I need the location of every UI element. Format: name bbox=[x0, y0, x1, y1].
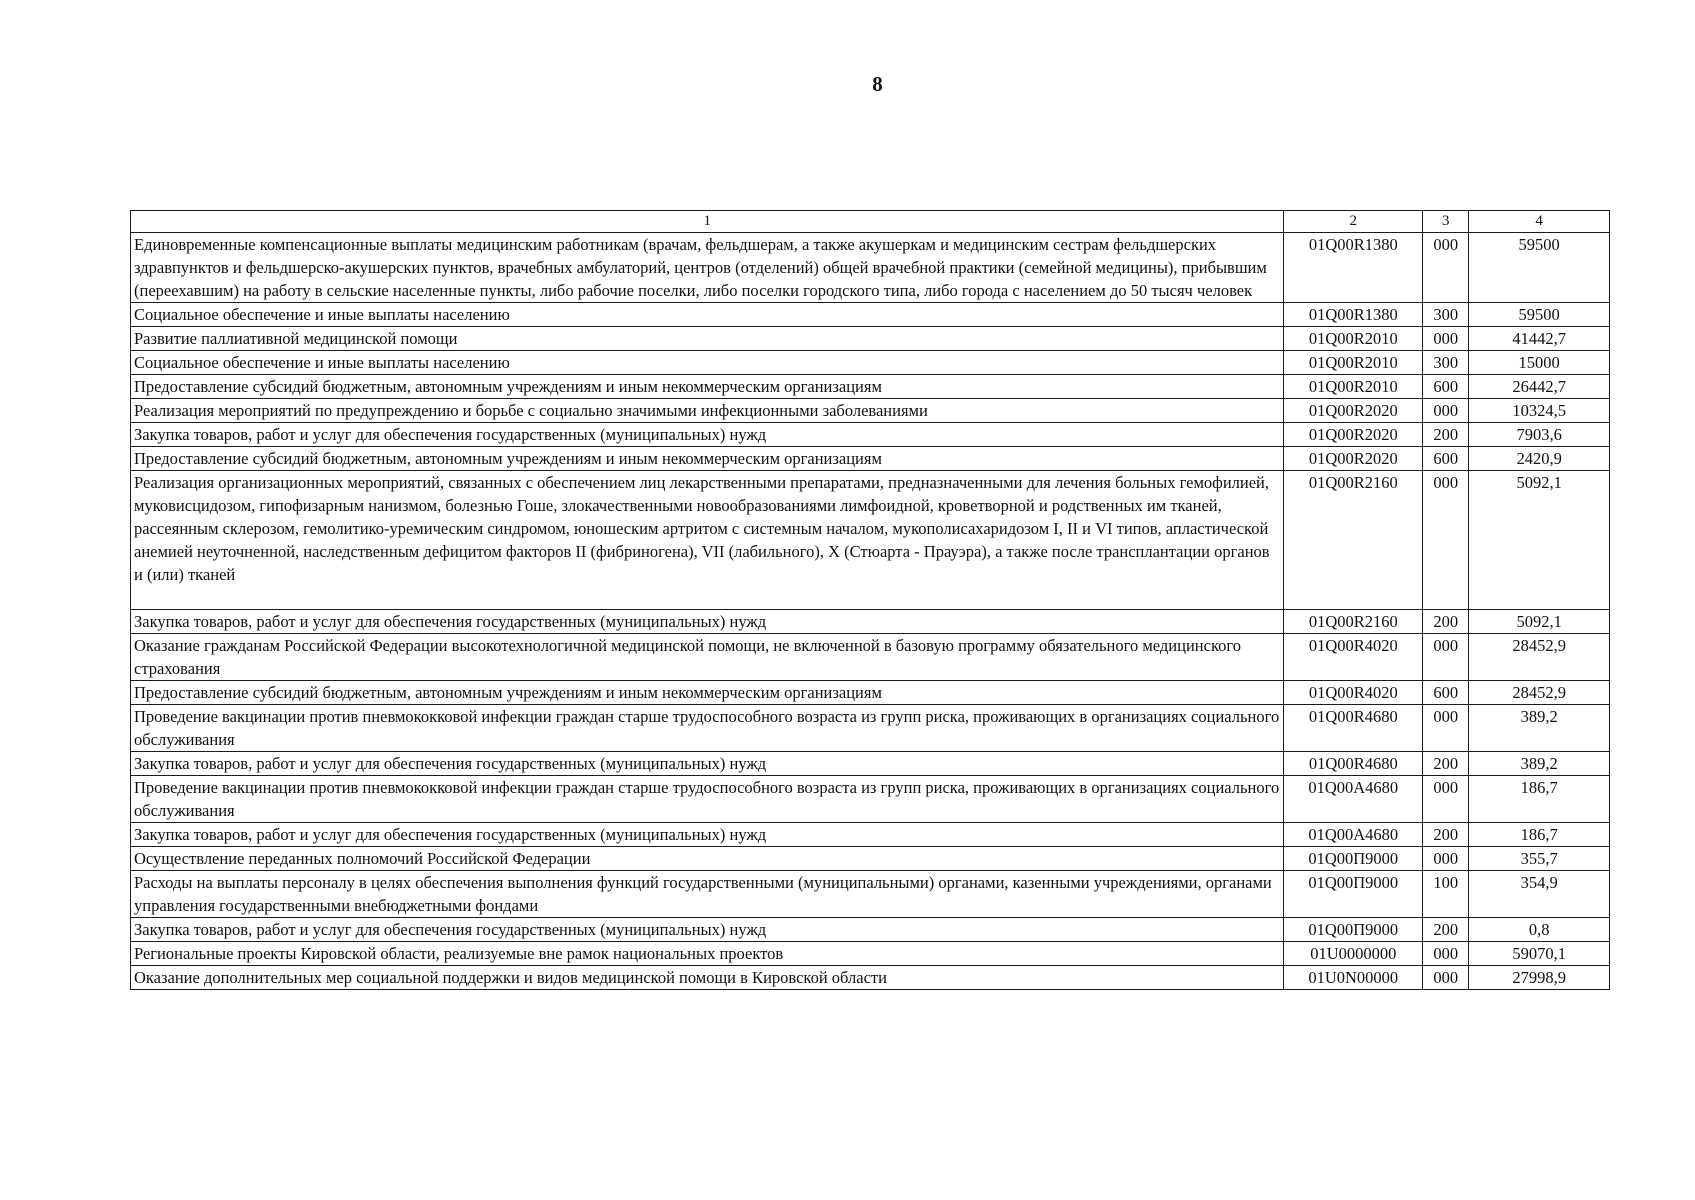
row-code: 01Q00R1380 bbox=[1284, 303, 1423, 327]
row-type: 000 bbox=[1423, 399, 1469, 423]
row-amount: 5092,1 bbox=[1469, 471, 1610, 610]
header-col-3: 3 bbox=[1423, 211, 1469, 233]
table-row bbox=[131, 871, 1610, 918]
row-amount: 15000 bbox=[1469, 351, 1610, 375]
row-code: 01Q00R4680 bbox=[1284, 752, 1423, 776]
row-code: 01Q00R2020 bbox=[1284, 399, 1423, 423]
row-amount: 59070,1 bbox=[1469, 942, 1610, 966]
row-name: Реализация организационных мероприятий, связанных с обеспечением лиц лекарственными препаратами, предназначенными для лечения больных гемофилией, муковисцидозом, гипофизарным нанизмом, болезнью Гоше, злокачественными новообразованиями лимфоидной, кроветворной и родственных им тканей, рассеянным склерозом, гемолитико-уремическим синдромом, юношеским артритом с системным началом, мукополисахаридозом I, II и VI типов, апластической анемией неуточненной, наследственным дефицитом факторов II (фибриногена), VII (лабильного), X (Стюарта - Прауэра), а также после трансплантации органов и (или) тканей bbox=[131, 471, 1284, 610]
row-type: 000 bbox=[1423, 776, 1469, 823]
table-row bbox=[131, 471, 1610, 610]
row-amount: 354,9 bbox=[1469, 871, 1610, 918]
row-code: 01Q00R2010 bbox=[1284, 351, 1423, 375]
row-amount: 26442,7 bbox=[1469, 375, 1610, 399]
budget-table bbox=[130, 210, 1610, 990]
row-type: 000 bbox=[1423, 942, 1469, 966]
row-name: Проведение вакцинации против пневмококковой инфекции граждан старше трудоспособного возраста из групп риска, проживающих в организациях социального обслуживания bbox=[131, 776, 1284, 823]
row-amount: 59500 bbox=[1469, 303, 1610, 327]
row-type: 200 bbox=[1423, 610, 1469, 634]
row-amount: 28452,9 bbox=[1469, 681, 1610, 705]
row-amount: 0,8 bbox=[1469, 918, 1610, 942]
table-row bbox=[131, 375, 1610, 399]
row-type: 200 bbox=[1423, 823, 1469, 847]
row-code: 01U0N00000 bbox=[1284, 966, 1423, 990]
row-amount: 28452,9 bbox=[1469, 634, 1610, 681]
row-code: 01U0000000 bbox=[1284, 942, 1423, 966]
row-name: Единовременные компенсационные выплаты медицинским работникам (врачам, фельдшерам, а также акушеркам и медицинским сестрам фельдшерских здравпунктов и фельдшерско-акушерских пунктов, врачебных амбулаторий, центров (отделений) общей врачебной практики (семейной медицины), прибывшим (переехавшим) на работу в сельские населенные пункты, либо рабочие поселки, либо поселки городского типа, либо города с населением до 50 тысяч человек bbox=[131, 233, 1284, 303]
table-row bbox=[131, 705, 1610, 752]
row-name: Расходы на выплаты персоналу в целях обеспечения выполнения функций государственными (муниципальными) органами, казенными учреждениями, органами управления государственными внебюджетными фондами bbox=[131, 871, 1284, 918]
row-type: 100 bbox=[1423, 871, 1469, 918]
table-row bbox=[131, 918, 1610, 942]
row-name: Социальное обеспечение и иные выплаты населению bbox=[131, 351, 1284, 375]
table-row bbox=[131, 776, 1610, 823]
table-row bbox=[131, 351, 1610, 375]
row-type: 300 bbox=[1423, 351, 1469, 375]
row-name: Закупка товаров, работ и услуг для обеспечения государственных (муниципальных) нужд bbox=[131, 918, 1284, 942]
row-type: 000 bbox=[1423, 233, 1469, 303]
row-code: 01Q00R2160 bbox=[1284, 471, 1423, 610]
row-code: 01Q00A4680 bbox=[1284, 823, 1423, 847]
row-amount: 186,7 bbox=[1469, 776, 1610, 823]
row-type: 200 bbox=[1423, 918, 1469, 942]
row-name: Закупка товаров, работ и услуг для обеспечения государственных (муниципальных) нужд bbox=[131, 752, 1284, 776]
header-col-1: 1 bbox=[131, 211, 1284, 233]
row-type: 000 bbox=[1423, 471, 1469, 610]
table-row bbox=[131, 752, 1610, 776]
row-type: 000 bbox=[1423, 847, 1469, 871]
table-row bbox=[131, 610, 1610, 634]
table-row bbox=[131, 399, 1610, 423]
row-type: 000 bbox=[1423, 634, 1469, 681]
row-name: Проведение вакцинации против пневмококковой инфекции граждан старше трудоспособного возраста из групп риска, проживающих в организациях социального обслуживания bbox=[131, 705, 1284, 752]
row-amount: 389,2 bbox=[1469, 752, 1610, 776]
header-col-4: 4 bbox=[1469, 211, 1610, 233]
row-code: 01Q00R2010 bbox=[1284, 375, 1423, 399]
row-name: Предоставление субсидий бюджетным, автономным учреждениям и иным некоммерческим организациям bbox=[131, 681, 1284, 705]
row-amount: 186,7 bbox=[1469, 823, 1610, 847]
row-code: 01Q00П9000 bbox=[1284, 847, 1423, 871]
row-amount: 7903,6 bbox=[1469, 423, 1610, 447]
row-name: Предоставление субсидий бюджетным, автономным учреждениям и иным некоммерческим организациям bbox=[131, 447, 1284, 471]
row-amount: 2420,9 bbox=[1469, 447, 1610, 471]
row-name: Социальное обеспечение и иные выплаты населению bbox=[131, 303, 1284, 327]
row-code: 01Q00R1380 bbox=[1284, 233, 1423, 303]
row-type: 200 bbox=[1423, 752, 1469, 776]
header-col-2: 2 bbox=[1284, 211, 1423, 233]
row-type: 000 bbox=[1423, 327, 1469, 351]
row-name: Реализация мероприятий по предупреждению и борьбе с социально значимыми инфекционными заболеваниями bbox=[131, 399, 1284, 423]
row-code: 01Q00R2010 bbox=[1284, 327, 1423, 351]
row-code: 01Q00R2020 bbox=[1284, 423, 1423, 447]
row-type: 000 bbox=[1423, 705, 1469, 752]
table-row bbox=[131, 327, 1610, 351]
row-code: 01Q00A4680 bbox=[1284, 776, 1423, 823]
row-type: 600 bbox=[1423, 375, 1469, 399]
table-row bbox=[131, 447, 1610, 471]
row-name: Региональные проекты Кировской области, реализуемые вне рамок национальных проектов bbox=[131, 942, 1284, 966]
table-row bbox=[131, 847, 1610, 871]
row-type: 300 bbox=[1423, 303, 1469, 327]
row-name: Закупка товаров, работ и услуг для обеспечения государственных (муниципальных) нужд bbox=[131, 610, 1284, 634]
row-amount: 355,7 bbox=[1469, 847, 1610, 871]
row-name: Оказание гражданам Российской Федерации высокотехнологичной медицинской помощи, не включенной в базовую программу обязательного медицинского страхования bbox=[131, 634, 1284, 681]
row-code: 01Q00R4020 bbox=[1284, 634, 1423, 681]
row-code: 01Q00П9000 bbox=[1284, 871, 1423, 918]
row-amount: 59500 bbox=[1469, 233, 1610, 303]
row-name: Закупка товаров, работ и услуг для обеспечения государственных (муниципальных) нужд bbox=[131, 823, 1284, 847]
row-amount: 5092,1 bbox=[1469, 610, 1610, 634]
row-code: 01Q00R2160 bbox=[1284, 610, 1423, 634]
row-type: 600 bbox=[1423, 447, 1469, 471]
table-row bbox=[131, 823, 1610, 847]
table-row bbox=[131, 942, 1610, 966]
row-code: 01Q00R2020 bbox=[1284, 447, 1423, 471]
row-name: Закупка товаров, работ и услуг для обеспечения государственных (муниципальных) нужд bbox=[131, 423, 1284, 447]
row-amount: 389,2 bbox=[1469, 705, 1610, 752]
table-row bbox=[131, 233, 1610, 303]
row-name: Осуществление переданных полномочий Российской Федерации bbox=[131, 847, 1284, 871]
row-type: 600 bbox=[1423, 681, 1469, 705]
row-code: 01Q00R4680 bbox=[1284, 705, 1423, 752]
row-code: 01Q00R4020 bbox=[1284, 681, 1423, 705]
row-amount: 27998,9 bbox=[1469, 966, 1610, 990]
row-amount: 41442,7 bbox=[1469, 327, 1610, 351]
row-name: Предоставление субсидий бюджетным, автономным учреждениям и иным некоммерческим организациям bbox=[131, 375, 1284, 399]
row-name: Оказание дополнительных мер социальной поддержки и видов медицинской помощи в Кировской области bbox=[131, 966, 1284, 990]
table-row bbox=[131, 423, 1610, 447]
table-row bbox=[131, 634, 1610, 681]
page-number: 8 bbox=[872, 72, 883, 96]
row-name: Развитие паллиативной медицинской помощи bbox=[131, 327, 1284, 351]
row-type: 200 bbox=[1423, 423, 1469, 447]
table-row bbox=[131, 681, 1610, 705]
header-row bbox=[131, 211, 1610, 233]
table-row bbox=[131, 303, 1610, 327]
table-row bbox=[131, 966, 1610, 990]
row-type: 000 bbox=[1423, 966, 1469, 990]
row-code: 01Q00П9000 bbox=[1284, 918, 1423, 942]
row-amount: 10324,5 bbox=[1469, 399, 1610, 423]
